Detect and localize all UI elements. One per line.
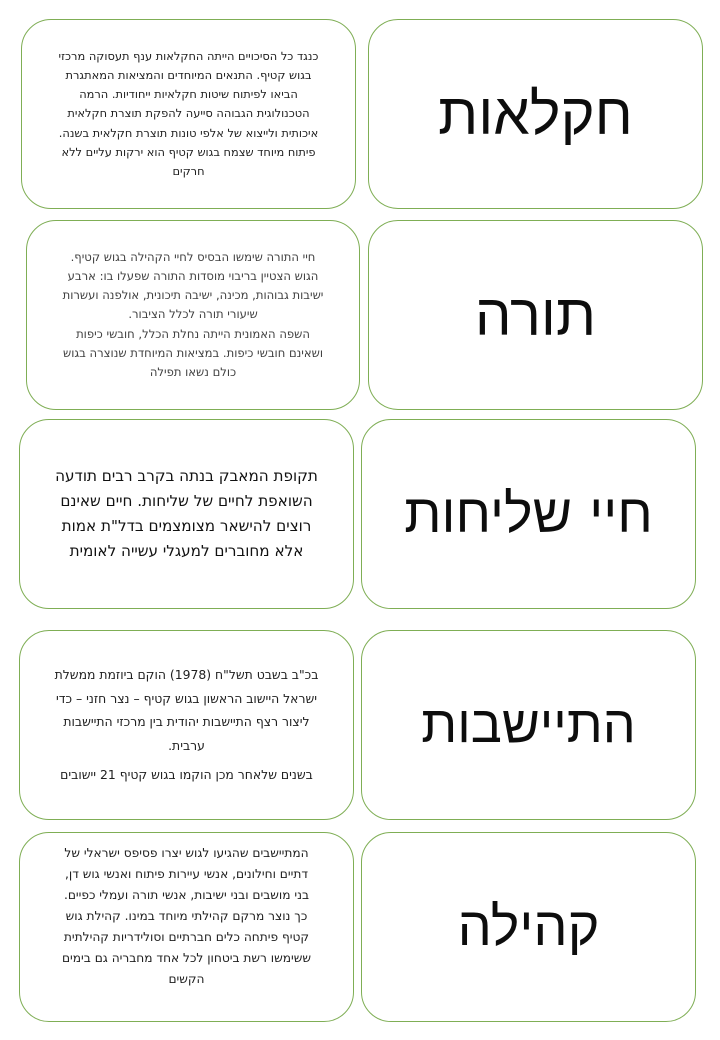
card-description: כנגד כל הסיכויים הייתה החקלאות ענף תעסוקה מרכזי בגוש קטיף. התנאים המיוחדים והמציאות המאתגרת הביאו לפיתוח שיטות חקלאיות ייחודיות. הרמה הטכנולוגית הגבוהה סייעה להפקת תוצרת חקלאית איכותית ולייצוא של אלפי טונות תוצרת חקלאית בשנה. פיתוח מיוחד שצמח בגוש קטיף הוא ירקות עליים ללא חרקים <box>58 48 319 178</box>
card-description: חיי התורה שימשו הבסיס לחיי הקהילה בגוש קטיף. הגוש הצטיין בריבוי מוסדות התורה שפעלו בו: ארבע ישיבות גבוהות, מכינה, ישיבה תיכונית, אולפנה ועשרות שיעורי תורה לכלל הציבור. השפה האמונית הייתה נחלת הכלל, חובשי כיפות ושאינם חובשי כיפות. במציאות המיוחדת שנוצרה בגוש כולם נשאו תפילה <box>62 249 324 379</box>
text-card-agriculture <box>21 19 356 209</box>
title-card-agriculture <box>368 19 703 209</box>
title-card-mission <box>361 419 696 609</box>
text-card-mission <box>19 419 354 609</box>
text-card-torah <box>26 220 360 410</box>
title-card-settlement <box>361 630 696 820</box>
card-title: קהילה <box>457 895 600 958</box>
card-title: התיישבות <box>421 695 636 755</box>
card-description: המתיישבים שהגיעו לגוש יצרו פסיפס ישראלי של דתיים וחילונים, אנשי עיירות פיתוח ואנשי גוש דן, בני מושבים ובני ישיבות, אנשי תורה ועמלי כפיים. כך נוצר מרקם קהילתי מיוחד במינו. קהילת גוש קטיף פיתחה כלים חברתיים וסולידריות קהילתית ששימשו רשת ביטחון לכל אחד מחבריה גם בימים הקשים <box>61 845 312 986</box>
card-title: חקלאות <box>438 80 633 148</box>
card-description: בכ"ב בשבט תשל"ח (1978) הוקם ביוזמת ממשלת ישראל היישוב הראשון בגוש קטיף – נצר חזני – כדי ליצור רצף התיישבות יהודית בין מרכזי התיישבות ערבית. בשנים שלאחר מכן הוקמו בגוש קטיף 21 יישובים <box>54 667 319 783</box>
title-card-torah <box>368 220 703 410</box>
title-card-community <box>361 832 696 1022</box>
card-description: תקופת המאבק בנתה בקרב רבים תודעה השואפת לחיים של שליחות. חיים שאינם רוצים להישאר מצומצמים בדל"ת אמות אלא מחוברים למעגלי עשייה לאומית <box>55 467 318 560</box>
card-title: תורה <box>474 281 597 349</box>
card-title: חיי שליחות <box>404 482 653 545</box>
text-card-community <box>19 832 354 1022</box>
text-card-settlement <box>19 630 354 820</box>
